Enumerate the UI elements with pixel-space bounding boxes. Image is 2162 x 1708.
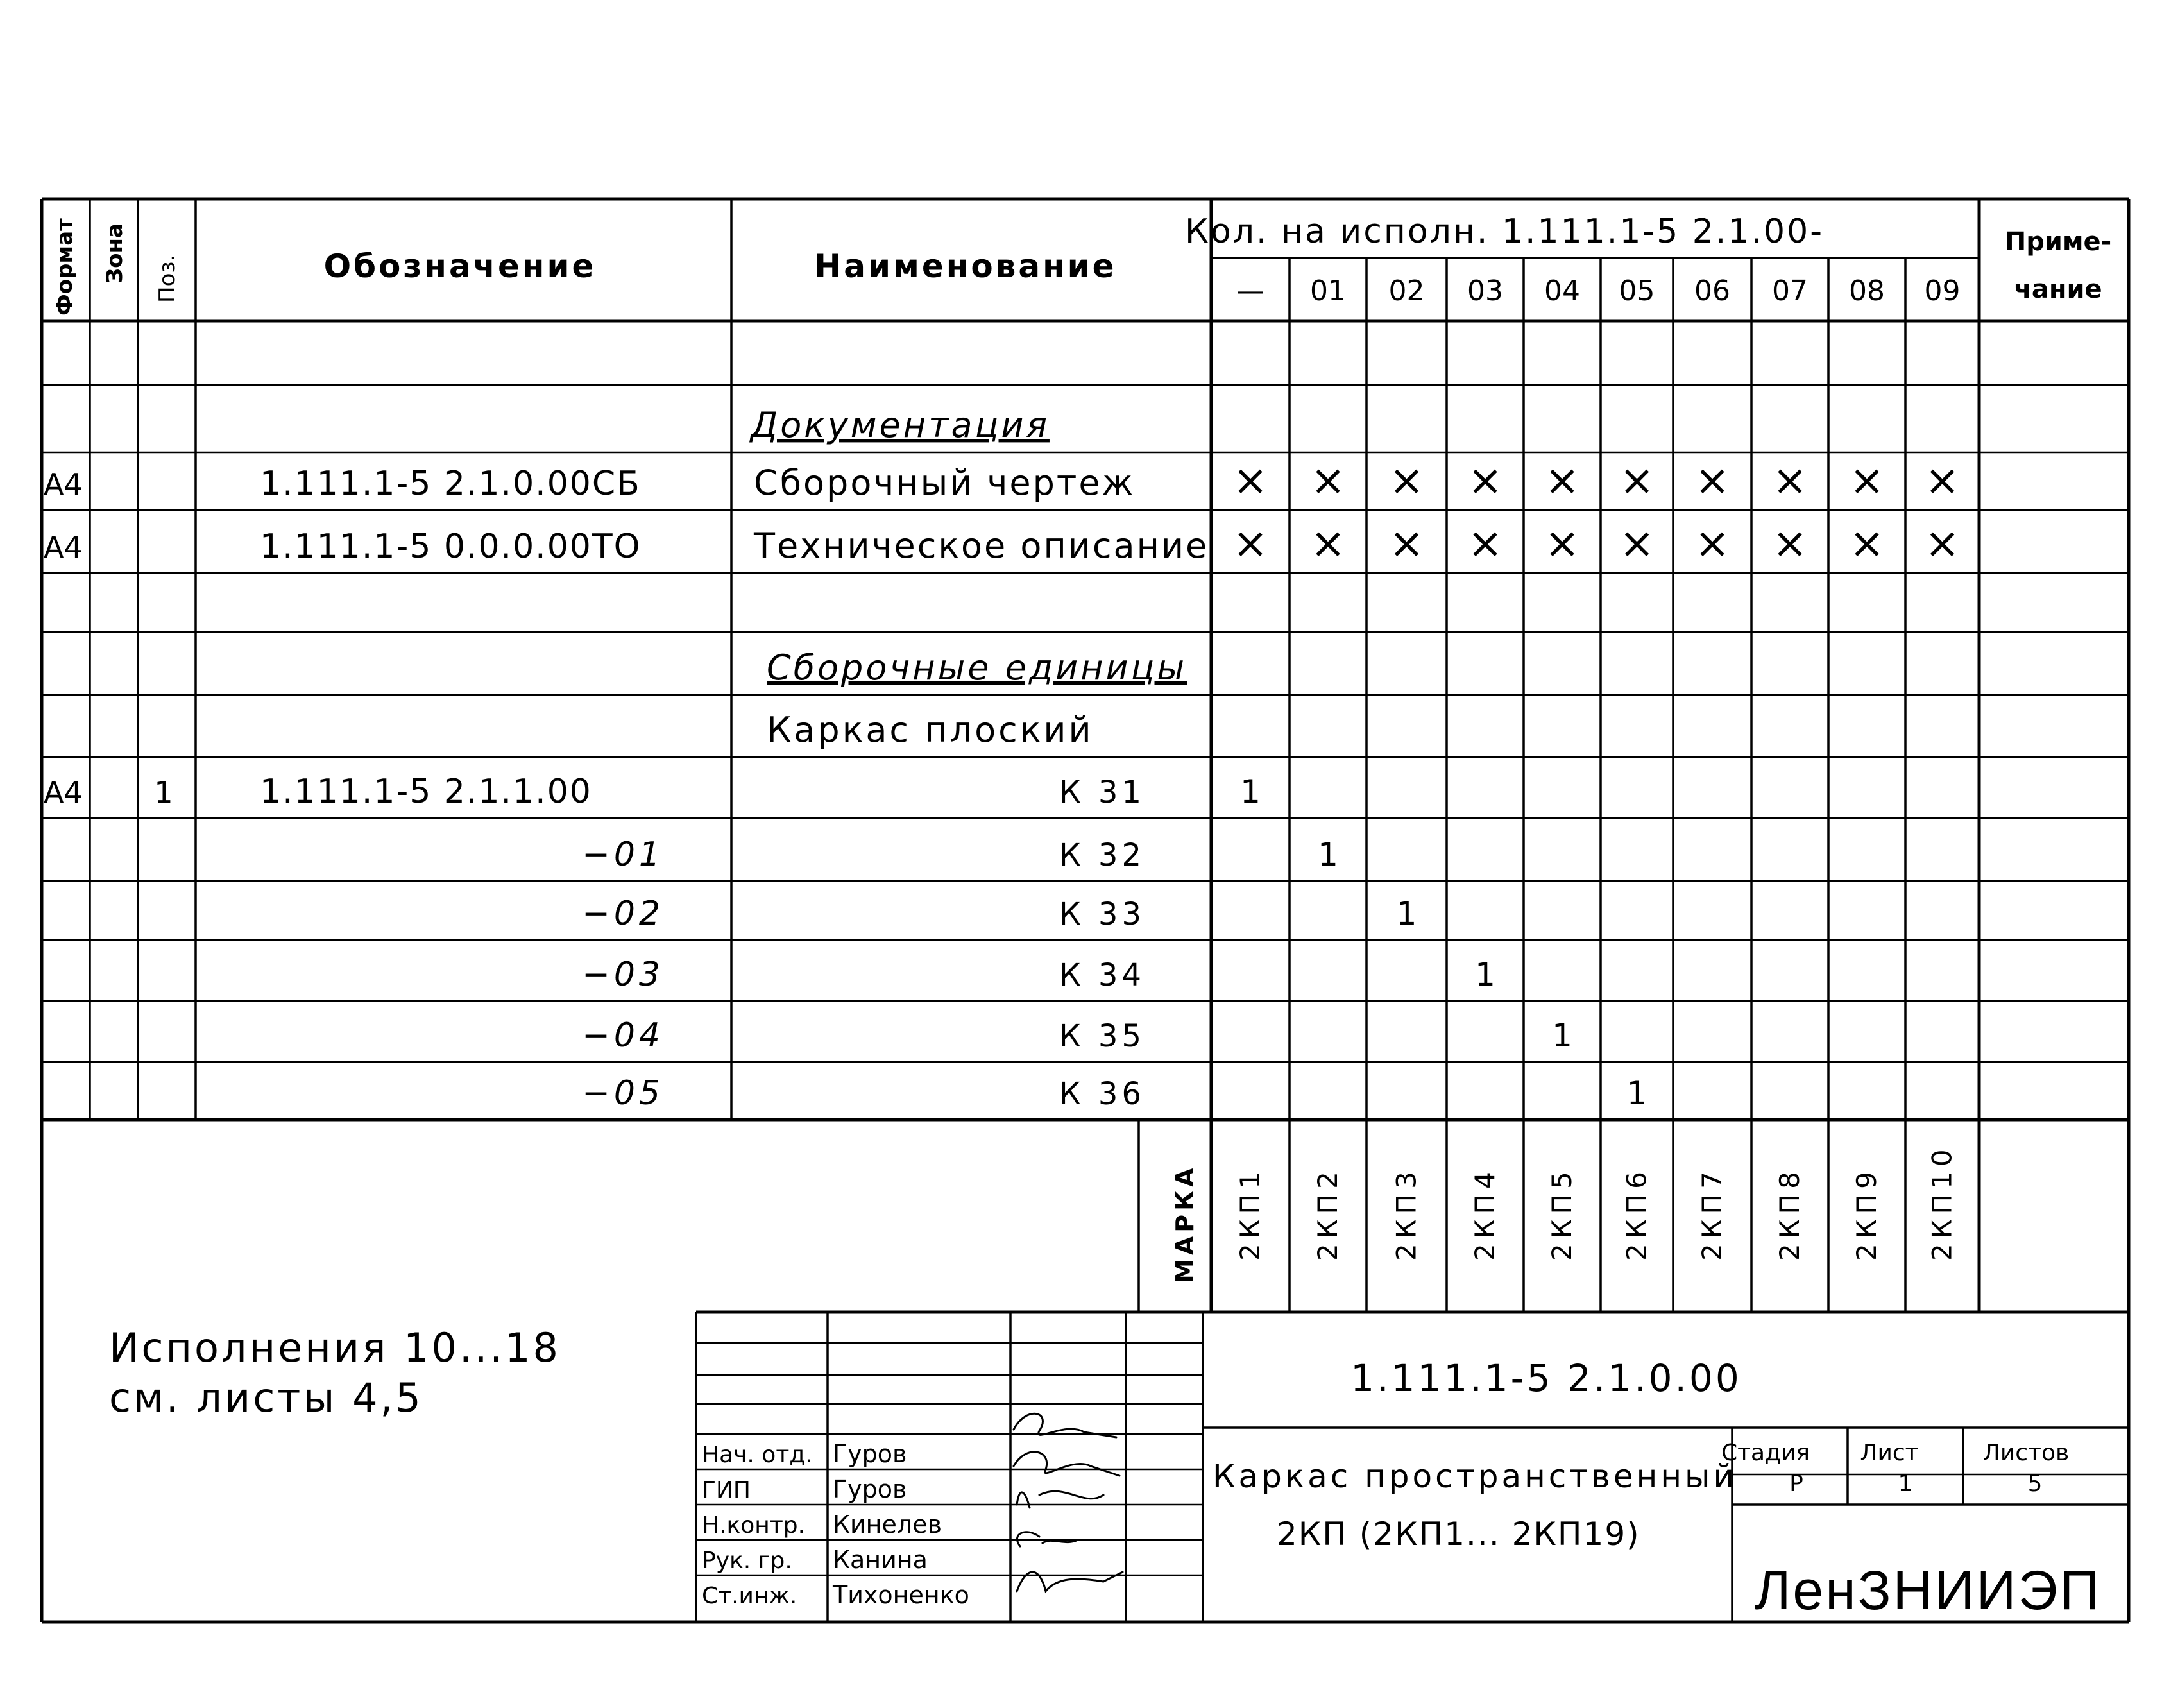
variant-header: 05	[1619, 275, 1655, 307]
marka-values	[1234, 1144, 1958, 1261]
document-title-line2: 2КП (2КП1... 2КП19)	[1277, 1516, 1640, 1553]
row-name: К 31	[1059, 774, 1145, 810]
row-designation: −02	[582, 894, 664, 933]
variant-header: 06	[1694, 275, 1730, 307]
cross-mark: ×	[1388, 456, 1425, 505]
marka-value: 2КП4	[1469, 1166, 1501, 1261]
cross-mark: ×	[1544, 518, 1580, 568]
staff-name: Гуров	[833, 1475, 907, 1503]
row-designation: −03	[582, 955, 664, 994]
row-designation: −04	[582, 1016, 664, 1055]
variant-header: 07	[1772, 275, 1808, 307]
staff-list	[702, 1440, 969, 1609]
table-row	[582, 835, 1338, 874]
row-format: А4	[44, 467, 83, 502]
variants-note	[109, 1324, 561, 1421]
table-row	[44, 773, 1261, 811]
staff-role: Н.контр.	[702, 1512, 806, 1539]
marka-value: 2КП9	[1851, 1166, 1882, 1261]
cross-mark: ×	[1388, 518, 1425, 568]
cross-mark: ×	[1310, 456, 1346, 505]
title-block	[702, 1356, 2101, 1621]
sheet-label: Лист	[1860, 1440, 1919, 1466]
row-designation: −01	[582, 835, 664, 874]
staff-name: Кинелев	[833, 1510, 942, 1539]
variants-note-line1: Исполнения 10...18	[109, 1324, 561, 1371]
cross-mark: ×	[1310, 518, 1346, 568]
sheets-value: 5	[2027, 1471, 2043, 1497]
variant-columns	[1236, 275, 1961, 307]
row-name: К 33	[1059, 896, 1145, 932]
quantity-mark: 1	[1552, 1017, 1572, 1054]
header-note-line1: Приме-	[2004, 227, 2112, 257]
cross-mark: ×	[1619, 518, 1655, 568]
organization-name: ЛенЗНИИЭП	[1754, 1560, 2102, 1621]
sheet-value: 1	[1898, 1471, 1913, 1497]
cross-mark: ×	[1849, 518, 1885, 568]
header-pos: Поз.	[155, 254, 180, 303]
table-row	[767, 647, 1187, 688]
variant-header: —	[1236, 275, 1264, 307]
staff-role: Нач. отд.	[702, 1442, 813, 1468]
cross-mark: ×	[1924, 518, 1961, 568]
signature-2	[1014, 1452, 1119, 1476]
cross-mark: ×	[1232, 456, 1268, 505]
table-row	[749, 405, 1050, 445]
cross-mark: ×	[1544, 456, 1580, 505]
marka-value: 2КП2	[1312, 1166, 1343, 1261]
cross-mark: ×	[1924, 456, 1961, 505]
row-designation: −05	[582, 1074, 664, 1113]
row-name: К 36	[1059, 1076, 1145, 1112]
row-format: А4	[44, 530, 83, 565]
row-name: К 32	[1059, 837, 1145, 873]
cross-mark: ×	[1467, 518, 1503, 568]
cross-mark: ×	[1772, 456, 1808, 505]
quantity-mark: 1	[1318, 836, 1338, 873]
table-row	[767, 710, 1094, 750]
table-row	[582, 894, 1417, 933]
staff-role: Ст.инж.	[702, 1583, 797, 1609]
signatures	[1014, 1413, 1123, 1591]
variant-header: 08	[1849, 275, 1885, 307]
row-designation: 1.111.1-5 0.0.0.00ТО	[260, 527, 642, 566]
stage-label: Стадия	[1721, 1440, 1810, 1466]
staff-role: Рук. гр.	[702, 1548, 792, 1574]
variants-note-line2: см. листы 4,5	[109, 1374, 423, 1421]
cross-mark: ×	[1772, 518, 1808, 568]
row-name: К 35	[1059, 1018, 1145, 1054]
row-name: Сборочные единицы	[767, 647, 1187, 688]
quantity-mark: 1	[1475, 956, 1495, 993]
quantity-mark: 1	[1626, 1075, 1647, 1112]
marka-value: 2КП7	[1696, 1166, 1728, 1261]
cross-mark: ×	[1694, 518, 1730, 568]
table-row	[582, 1074, 1647, 1113]
row-designation: 1.111.1-5 2.1.0.00СБ	[260, 465, 641, 503]
row-name: Каркас плоский	[767, 710, 1094, 750]
marka-value: 2КП1	[1234, 1166, 1266, 1261]
variant-header: 01	[1310, 275, 1346, 307]
header-note-line2: чание	[2014, 275, 2102, 304]
quantity-mark: 1	[1396, 895, 1417, 932]
sheets-label: Листов	[1982, 1440, 2070, 1466]
staff-name: Тихоненко	[833, 1581, 969, 1609]
quantity-mark: 1	[1240, 773, 1261, 810]
marka-value: 2КП8	[1774, 1166, 1805, 1261]
row-name: Сборочный чертеж	[754, 463, 1136, 503]
stage-value: Р	[1789, 1471, 1803, 1497]
cross-mark: ×	[1467, 456, 1503, 505]
cross-mark: ×	[1849, 456, 1885, 505]
row-name: К 34	[1059, 957, 1145, 993]
document-code: 1.111.1-5 2.1.0.00	[1350, 1356, 1742, 1400]
variant-header: 02	[1388, 275, 1425, 307]
row-format: А4	[44, 775, 83, 810]
header-format: Формат	[52, 218, 78, 316]
marka-value: 2КП10	[1926, 1144, 1958, 1261]
variant-header: 03	[1467, 275, 1503, 307]
cross-mark: ×	[1232, 518, 1268, 568]
marka-value: 2КП6	[1621, 1166, 1653, 1261]
cross-mark: ×	[1619, 456, 1655, 505]
header-designation: Обозначение	[323, 248, 597, 285]
header-qty-title: Кол. на исполн. 1.111.1-5 2.1.00-	[1185, 212, 1824, 251]
header-name: Наименование	[814, 248, 1117, 285]
variant-header: 04	[1544, 275, 1580, 307]
staff-role: ГИП	[702, 1477, 751, 1503]
staff-name: Канина	[833, 1546, 928, 1574]
row-position: 1	[154, 775, 173, 810]
marka-value: 2КП3	[1390, 1166, 1422, 1261]
staff-name: Гуров	[833, 1440, 907, 1468]
variant-header: 09	[1924, 275, 1961, 307]
table-header	[52, 212, 2111, 316]
marka-label: МАРКА	[1171, 1164, 1199, 1283]
header-zone: Зона	[102, 223, 128, 284]
cross-mark: ×	[1694, 456, 1730, 505]
document-title-line1: Каркас пространственный	[1213, 1458, 1738, 1495]
row-name: Техническое описание	[754, 525, 1209, 566]
table-row	[582, 955, 1495, 994]
marka-value: 2КП5	[1546, 1166, 1578, 1261]
row-designation: 1.111.1-5 2.1.1.00	[260, 773, 592, 811]
row-name: Документация	[751, 405, 1050, 445]
